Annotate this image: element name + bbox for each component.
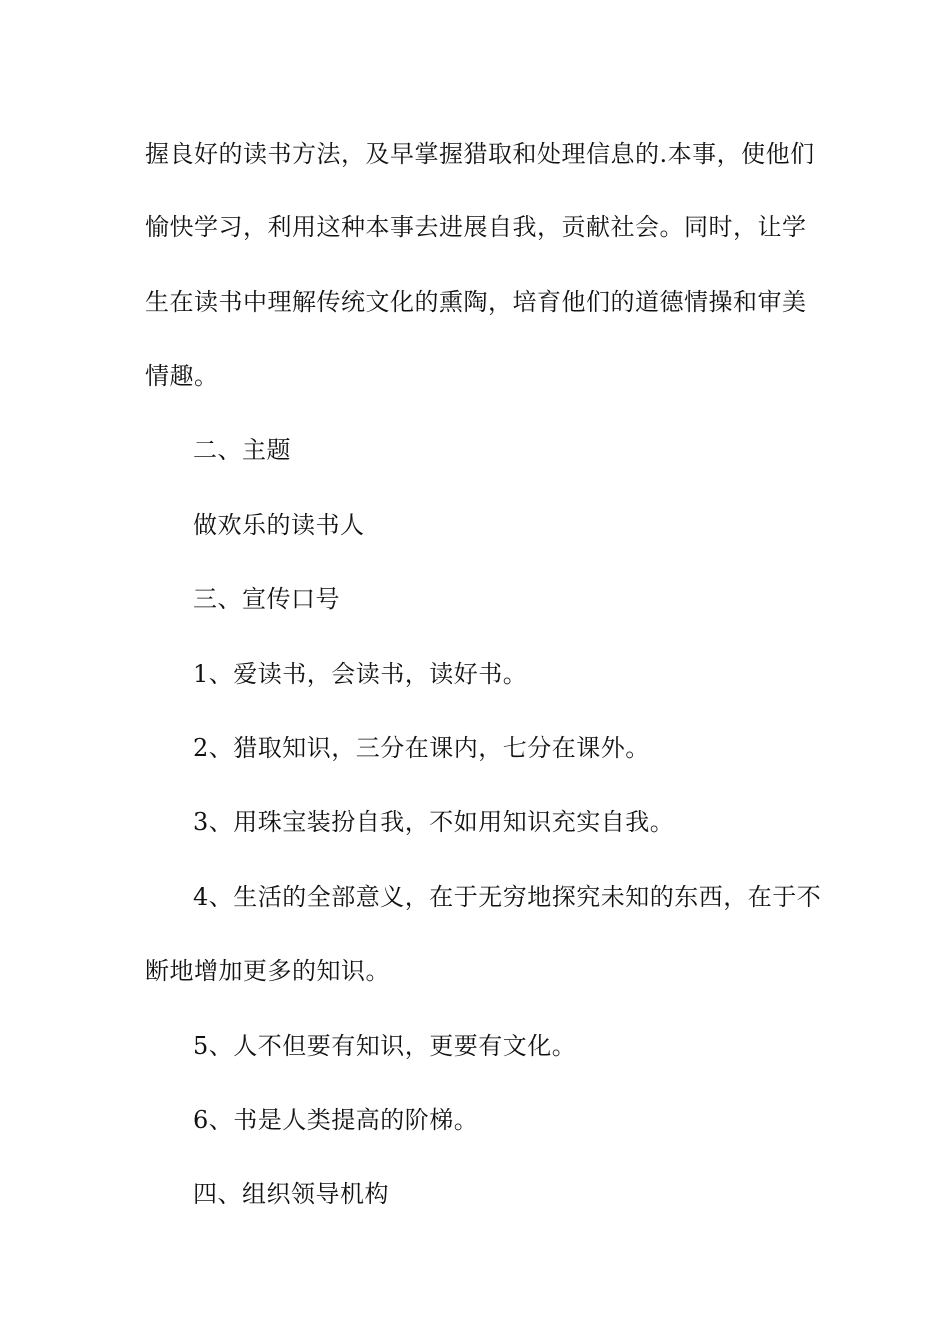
paragraph-line: 生在读书中理解传统文化的熏陶，培育他们的道德情操和审美 (145, 288, 807, 316)
paragraph-line: 愉快学习，利用这种本事去进展自我，贡献社会。同时，让学 (145, 213, 807, 241)
slogan-item: 1、爱读书，会读书，读好书。 (193, 660, 528, 688)
slogan-item: 3、用珠宝装扮自我，不如用知识充实自我。 (193, 808, 675, 836)
theme-text: 做欢乐的读书人 (193, 511, 365, 539)
section-heading-theme: 二、主题 (193, 436, 291, 464)
slogan-item: 5、人不但要有知识，更要有文化。 (193, 1032, 577, 1060)
section-heading-organization: 四、组织领导机构 (193, 1180, 389, 1208)
paragraph-line: 情趣。 (145, 362, 219, 390)
slogan-item: 4、生活的全部意义，在于无穷地探究未知的东西，在于不 (193, 883, 822, 911)
slogan-item-continuation: 断地增加更多的知识。 (145, 957, 390, 985)
slogan-item: 6、书是人类提高的阶梯。 (193, 1106, 479, 1134)
paragraph-line: 握良好的读书方法，及早掌握猎取和处理信息的.本事，使他们 (145, 140, 815, 168)
section-heading-slogans: 三、宣传口号 (193, 585, 340, 613)
slogan-item: 2、猎取知识，三分在课内，七分在课外。 (193, 734, 650, 762)
